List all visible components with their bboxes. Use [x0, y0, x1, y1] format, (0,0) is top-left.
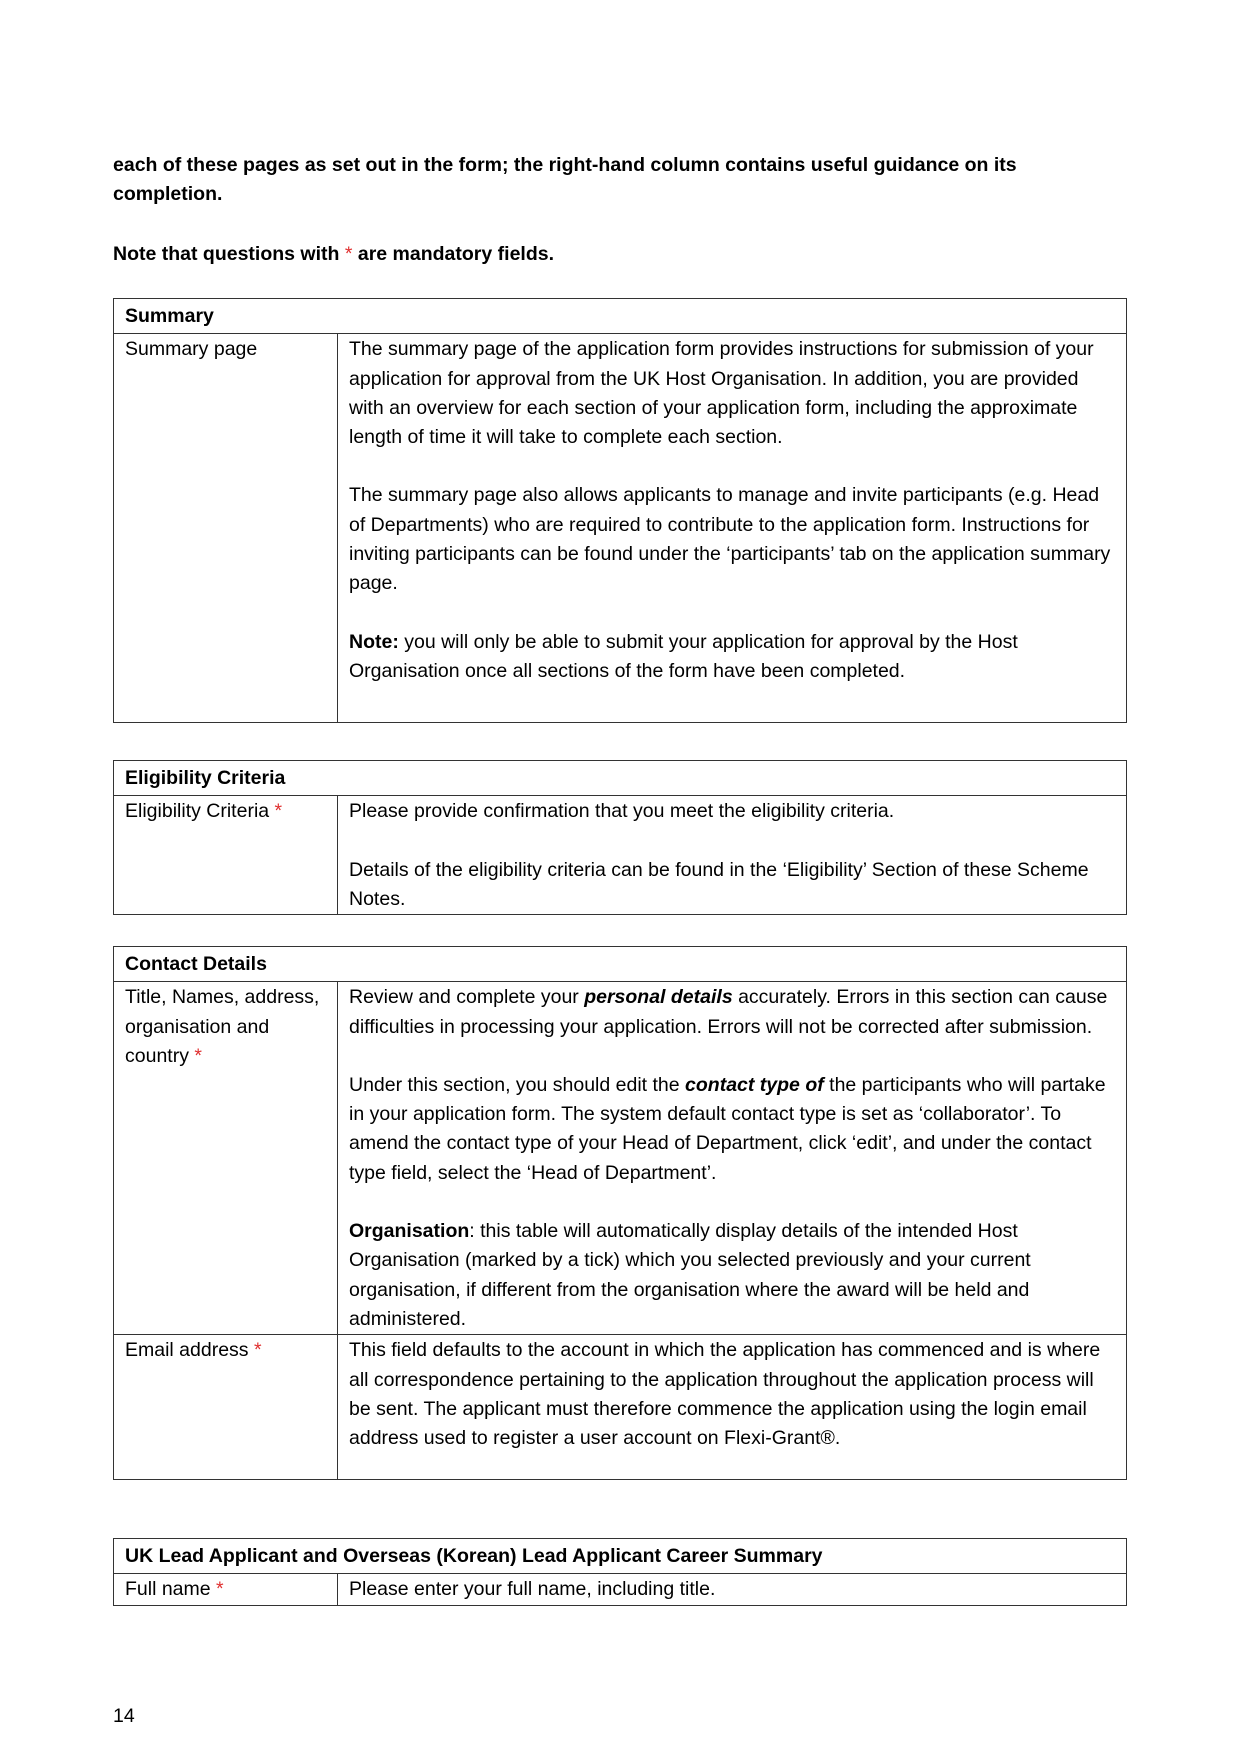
summary-guidance [338, 334, 1127, 723]
summary-table [113, 298, 1127, 723]
organisation-label: Organisation [349, 1220, 470, 1243]
contact-paragraph-3 [349, 1217, 1115, 1334]
contact-p1-start: Review and complete your [349, 986, 585, 1009]
required-asterisk: * [344, 243, 353, 265]
contact-guidance [338, 982, 1127, 1335]
contact-label: Title, Names, address, organisation and country [125, 986, 320, 1067]
mandatory-note-after: are mandatory fields. [352, 243, 555, 265]
contact-p2-end: the participants who will partake in your application form. The system default contact type is set as ‘collaborator’. To amend the contact type of your Head of Department, click ‘edit’, and under the contact type field, select the ‘Head of Department’. [349, 1073, 1106, 1184]
contact-p2-start: Under this section, you should edit the [349, 1073, 686, 1096]
intro-text: each of these pages as set out in the form; the right-hand column contains useful guidance on its completion. [113, 154, 1017, 205]
eligibility-paragraph-2: Details of the eligibility criteria can be found in the ‘Eligibility’ Section of these Scheme Notes. [349, 858, 1089, 910]
email-label: Email address [125, 1339, 249, 1362]
career-summary-table [113, 1538, 1127, 1606]
eligibility-label: Eligibility Criteria [125, 800, 270, 823]
summary-note-text: you will only be able to submit your application for approval by the Host Organisation once all sections of the form have been completed. [349, 630, 1018, 682]
summary-paragraph-1: The summary page of the application form provides instructions for submission of your application for approval from the UK Host Organisation. In addition, you are provided with an overview for each section of your application form, including the approximate length of time it will take to complete each section. [349, 338, 1094, 449]
required-asterisk: * [216, 1578, 224, 1601]
full-name-label: Full name [125, 1578, 211, 1601]
email-guidance [338, 1335, 1127, 1480]
contact-heading: Contact Details [114, 947, 1127, 982]
full-name-guidance: Please enter your full name, including title. [338, 1574, 1127, 1605]
eligibility-paragraph-1: Please provide confirmation that you meet the eligibility criteria. [349, 800, 895, 823]
contact-type-emphasis: contact type of [685, 1073, 824, 1096]
contact-p1-end: accurately. Errors in this section can cause difficulties in processing your application. Errors will not be corrected after submission. [349, 986, 1108, 1038]
full-name-label-cell [114, 1574, 338, 1605]
contact-p3-text: : this table will automatically display details of the intended Host Organisation (marked by a tick) which you selected previously and your current organisation, if different from the organisation where the award will be held and administered. [349, 1220, 1031, 1330]
eligibility-label-cell [114, 796, 338, 915]
eligibility-heading: Eligibility Criteria [114, 761, 1127, 796]
summary-heading: Summary [114, 299, 1127, 334]
contact-paragraph-1 [349, 983, 1115, 1042]
contact-paragraph-2 [349, 1071, 1115, 1188]
summary-paragraph-2: The summary page also allows applicants to manage and invite participants (e.g. Head of Departments) who are required to contribute to the application form. Instructions for inviting participants can be found under the ‘participants’ tab on the application summary page. [349, 484, 1111, 595]
personal-details-emphasis: personal details [584, 986, 733, 1009]
contact-details-table [113, 946, 1127, 1480]
career-heading: UK Lead Applicant and Overseas (Korean) Lead Applicant Career Summary [114, 1539, 1127, 1574]
contact-label-cell [114, 982, 338, 1335]
email-label-cell [114, 1335, 338, 1480]
email-paragraph: This field defaults to the account in which the application has commenced and is where all correspondence pertaining to the application throughout the application process will be sent. The applicant must therefore commence the application using the login email address used to register a user account on Flexi-Grant®. [349, 1339, 1101, 1450]
required-asterisk: * [274, 800, 283, 823]
summary-paragraph-3 [349, 628, 1115, 687]
mandatory-note [113, 240, 554, 269]
eligibility-guidance [338, 796, 1127, 915]
mandatory-note-before: Note that questions with [113, 243, 345, 265]
required-asterisk: * [194, 1044, 202, 1067]
eligibility-table [113, 760, 1127, 915]
required-asterisk: * [253, 1339, 262, 1362]
summary-note-label: Note: [349, 630, 399, 653]
summary-label: Summary page [114, 334, 338, 723]
page-number: 14 [113, 1705, 135, 1727]
